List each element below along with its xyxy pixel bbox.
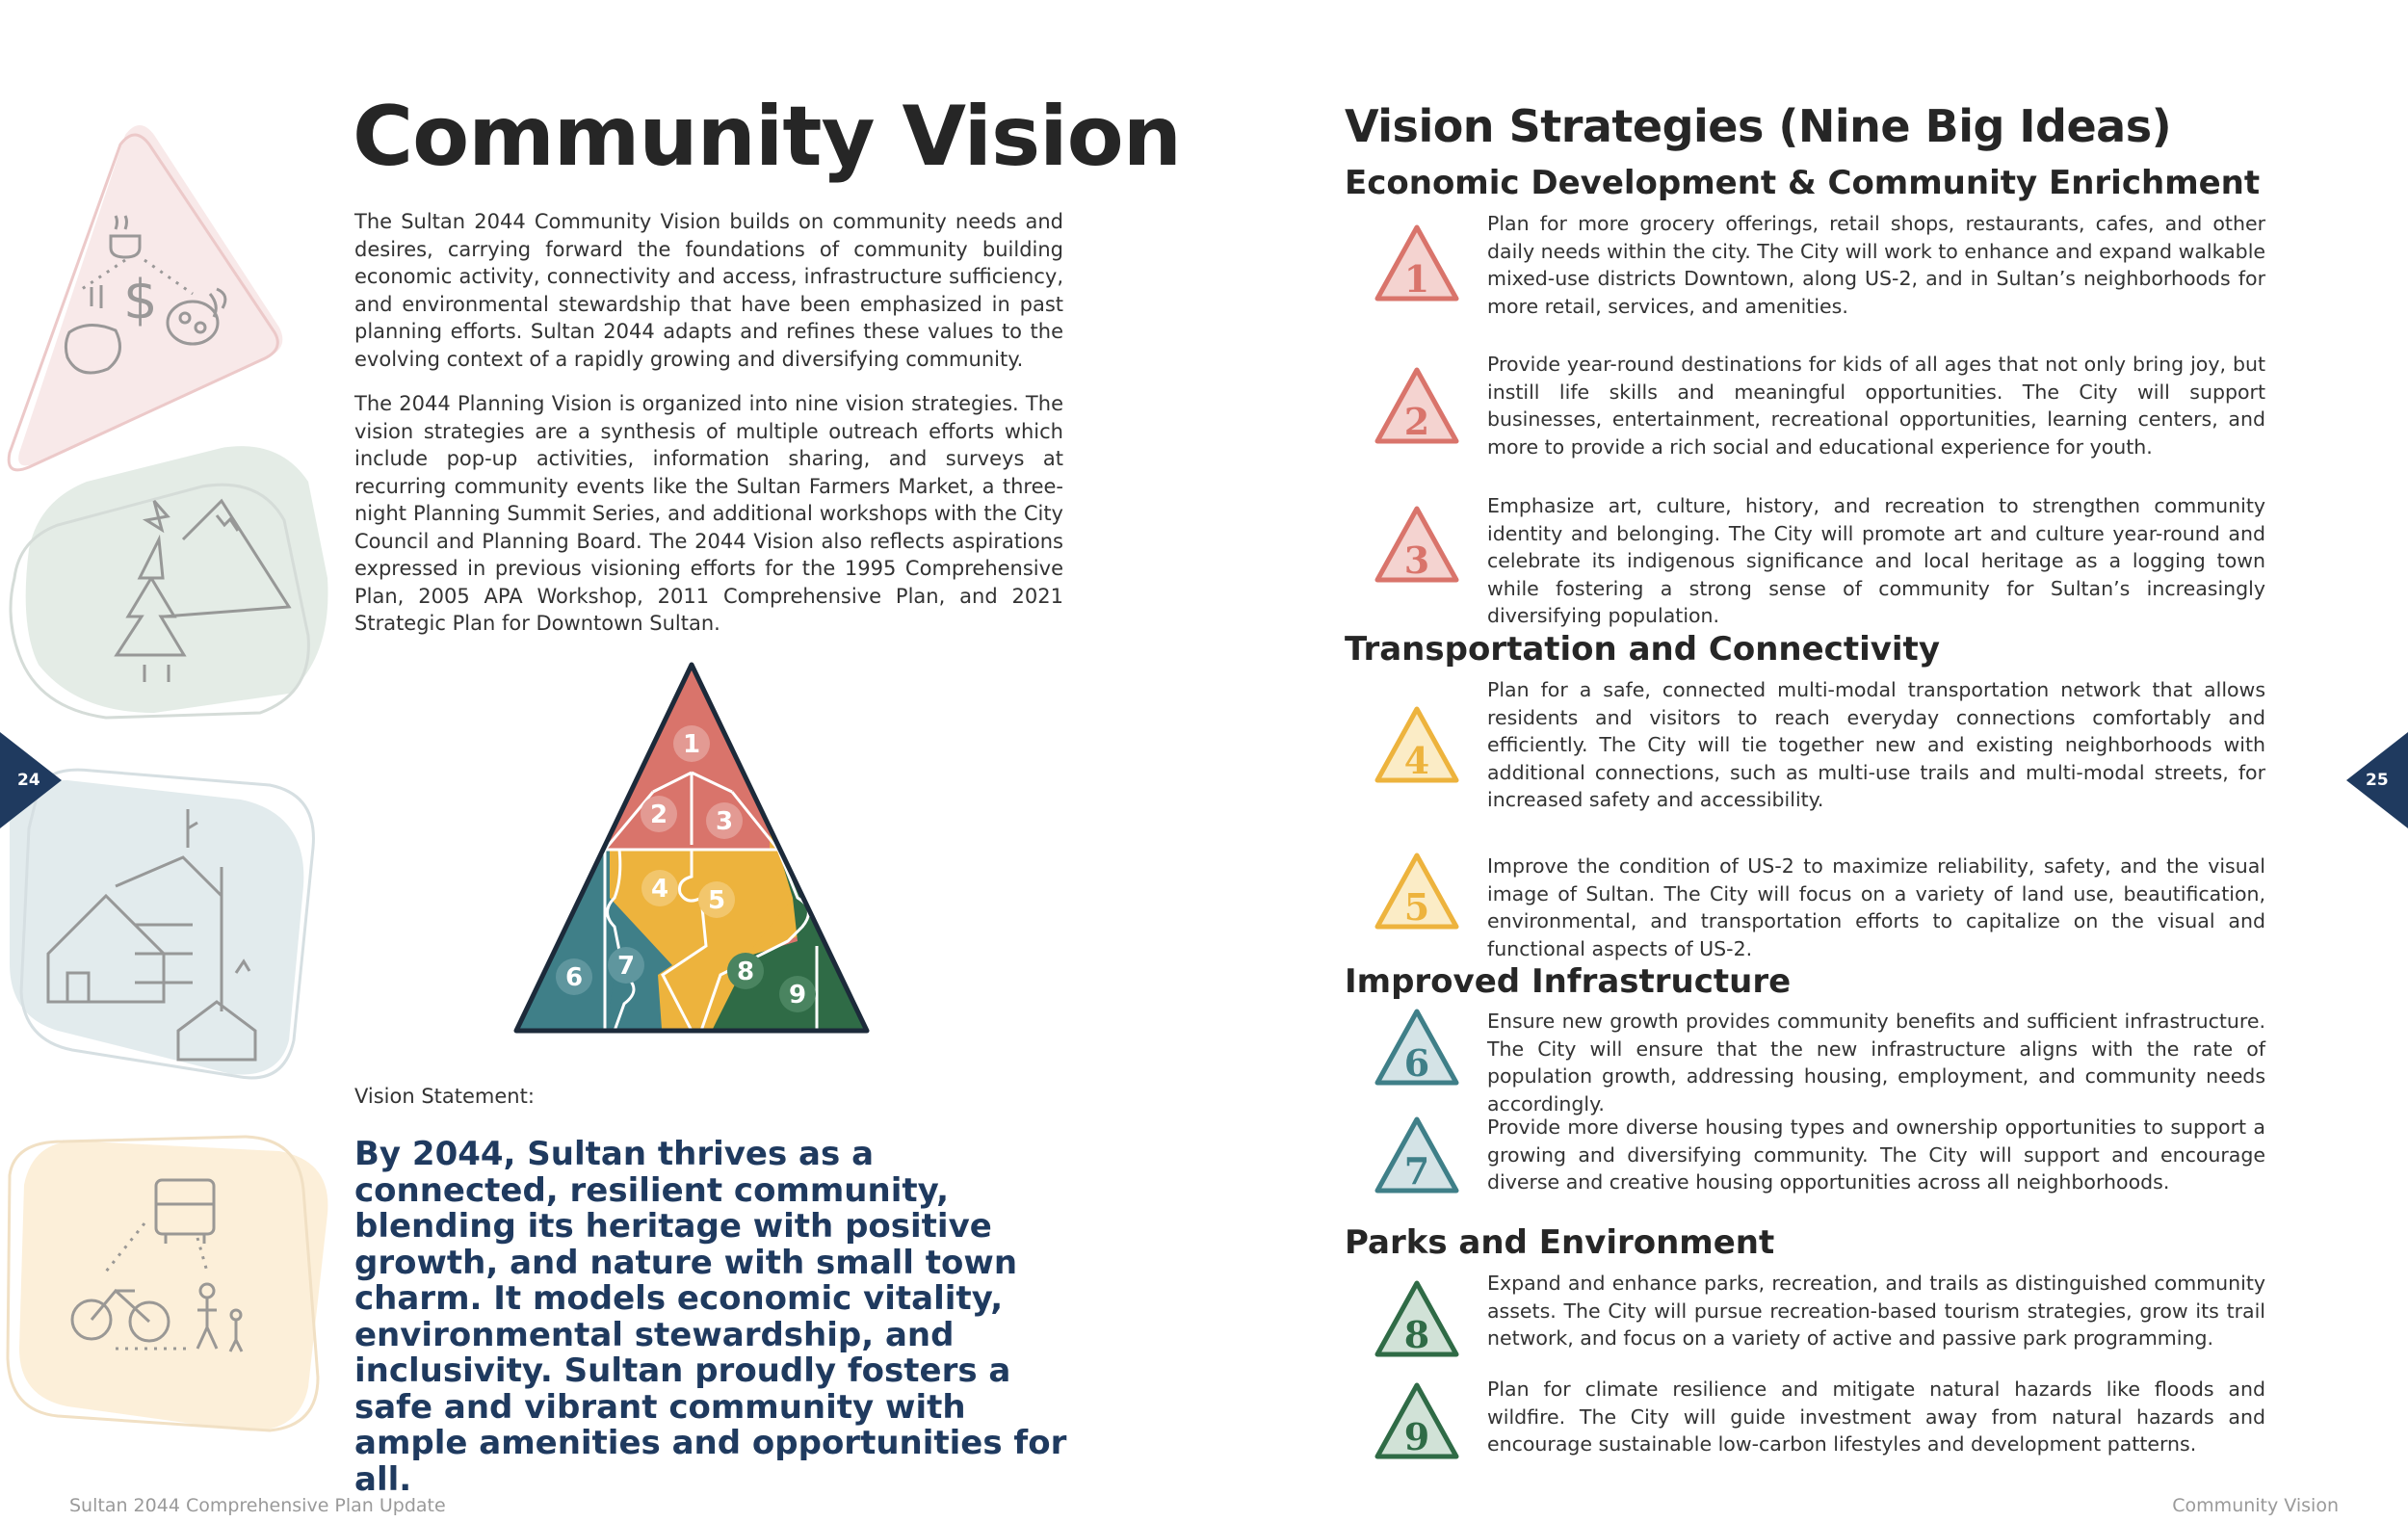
strategy-badge-2	[1372, 364, 1462, 447]
svg-text:9: 9	[788, 981, 807, 1010]
page-number-left: 24	[17, 771, 40, 790]
vision-statement-label: Vision Statement:	[354, 1085, 535, 1108]
svg-text:4: 4	[1403, 739, 1430, 782]
strategy-text-7: Provide more diverse housing types and ownership opportunities to support a growing and diversifying community. The City will support and encourage diverse and creative housing opportunities across all neighborhoods.	[1487, 1115, 2265, 1194]
pyramid-piece-8	[727, 953, 764, 989]
svg-text:1: 1	[682, 730, 701, 759]
svg-text:8: 8	[736, 958, 755, 986]
strategy-text-8: Expand and enhance parks, recreation, and trails as distinguished community assets. The City will pursue recreation-based tourism strategies, grow its trail network, and focus on a variety of active and passive park programming.	[1487, 1272, 2265, 1350]
strategy-text-3: Emphasize art, culture, history, and recreation to strengthen community identity and belonging. The City will promote art and culture year-round and celebrate its indigenous significance and local heritage as a logging town while fostering a strong sense of community for Sultan’s increasingly diversifying population.	[1487, 494, 2265, 627]
tree-mountain-icon	[11, 446, 328, 718]
page-number-right: 25	[2366, 771, 2389, 790]
food-market-icon	[9, 125, 282, 470]
strategy-text-1: Plan for more grocery offerings, retail shops, restaurants, cafes, and other daily needs within the city. The City will work to enhance and expand walkable mixed-use districts Downtown, along US-2, and in Sultan’s neighborhoods for more retail, services, and amenities.	[1487, 212, 2265, 318]
svg-text:6: 6	[1403, 1041, 1430, 1085]
strategy-text-4: Plan for a safe, connected multi-modal transportation network that allows residents and visitors to reach everyday connections comfortably and efficiently. The City will tie together new and existing neighborhoods with additional connections, such as multi-use trails and multi-modal streets, for increased safety and accessibility.	[1487, 678, 2265, 811]
svg-text:1: 1	[1403, 257, 1430, 301]
svg-text:5: 5	[1403, 885, 1430, 929]
strategy-badge-6	[1372, 1006, 1462, 1089]
strategy-badge-5	[1372, 850, 1462, 932]
svg-text:$: $	[123, 269, 158, 331]
strategy-text-6: Ensure new growth provides community benefits and sufficient infrastructure. The City will ensure that the new infrastructure aligns with the rate of population growth, addressing housing, employment, and community needs accordingly.	[1487, 1010, 2265, 1115]
svg-text:6: 6	[564, 963, 584, 992]
svg-text:3: 3	[715, 807, 734, 836]
pyramid-piece-6	[556, 958, 592, 995]
strategy-badge-3	[1372, 503, 1462, 586]
pyramid-piece-4	[641, 870, 678, 906]
section-parks-environment: Parks and Environment	[1345, 1223, 1775, 1262]
transport-icon	[8, 1137, 327, 1430]
pyramid-piece-9	[779, 976, 816, 1012]
svg-text:2: 2	[1403, 400, 1430, 443]
pyramid-piece-5	[698, 881, 735, 918]
footer-document-title: Sultan 2044 Comprehensive Plan Update	[69, 1495, 446, 1516]
section-transportation: Transportation and Connectivity	[1345, 630, 1940, 669]
svg-text:8: 8	[1403, 1313, 1430, 1356]
strategy-badge-8	[1372, 1277, 1462, 1360]
svg-text:5: 5	[707, 886, 726, 915]
strategy-text-9: Plan for climate resilience and mitigate natural hazards like floods and wildfire. The City will guide investment away from natural hazards and encourage sustainable low-carbon lifestyles and development patterns.	[1487, 1378, 2265, 1456]
planning-paragraph: The 2044 Planning Vision is organized into nine vision strategies. The vision strategies are a synthesis of multiple outreach efforts which include pop-up activities, information sharing, and surveys at recurring community events like the Sultan Farmers Market, a three-night Planning Summit Series, and additional workshops with the City Council and Planning Board. The 2044 Vision also reflects aspirations expressed in previous visioning efforts for the 1995 Comprehensive Plan, 2005 APA Workshop, 2011 Comprehensive Plan, and 2021 Strategic Plan for Downtown Sultan.	[354, 392, 1063, 635]
svg-text:7: 7	[1403, 1149, 1430, 1193]
page-title: Community Vision	[353, 89, 1181, 185]
strategy-text-2: Provide year-round destinations for kids of all ages that not only bring joy, but instill life skills and meaningful opportunities. The City will support businesses, entertainment, recreational opportunities, learning centers, and more to provide a rich social and educational experience for youth.	[1487, 353, 2265, 459]
svg-text:3: 3	[1403, 538, 1430, 582]
strategies-title: Vision Strategies (Nine Big Ideas)	[1345, 100, 2172, 152]
strategy-text-5: Improve the condition of US-2 to maximize reliability, safety, and the visual image of Sultan. The City will focus on a variety of land use, beautification, environmental, and transportation efforts to capitalize on the visual and functional aspects of US-2.	[1487, 854, 2265, 960]
vision-statement: By 2044, Sultan thrives as a connected, resilient community, blending its heritage with positive growth, and nature with small town charm. It models economic vitality, environmental stewardship, and inclusivity. Sultan proudly fosters a safe and vibrant community with ample amenities and opportunities for all.	[354, 1135, 1067, 1499]
svg-text:4: 4	[650, 875, 669, 904]
svg-text:2: 2	[649, 800, 668, 829]
pyramid-piece-1	[673, 725, 710, 762]
pyramid-piece-2	[641, 796, 677, 832]
strategy-badge-7	[1372, 1114, 1462, 1196]
pyramid-piece-3	[706, 802, 743, 839]
section-economic-development: Economic Development & Community Enrichment	[1345, 164, 2261, 202]
strategy-badge-4	[1372, 703, 1462, 786]
footer-section-title: Community Vision	[2172, 1495, 2339, 1516]
vision-pyramid-graphic	[509, 657, 875, 1042]
strategy-badge-1	[1372, 222, 1462, 304]
strategy-badge-9	[1372, 1379, 1462, 1462]
svg-text:7: 7	[616, 952, 636, 981]
section-infrastructure: Improved Infrastructure	[1345, 962, 1792, 1001]
intro-paragraph: The Sultan 2044 Community Vision builds on community needs and desires, carrying forward the foundations of community building economic activity, connectivity and access, infrastructure sufficiency, and environmental stewardship that have been emphasized in past planning efforts. Sultan 2044 adapts and refines these values to the evolving context of a rapidly growing and diversifying community.	[354, 210, 1063, 371]
pyramid-piece-7	[608, 947, 644, 984]
svg-text:9: 9	[1403, 1415, 1430, 1458]
